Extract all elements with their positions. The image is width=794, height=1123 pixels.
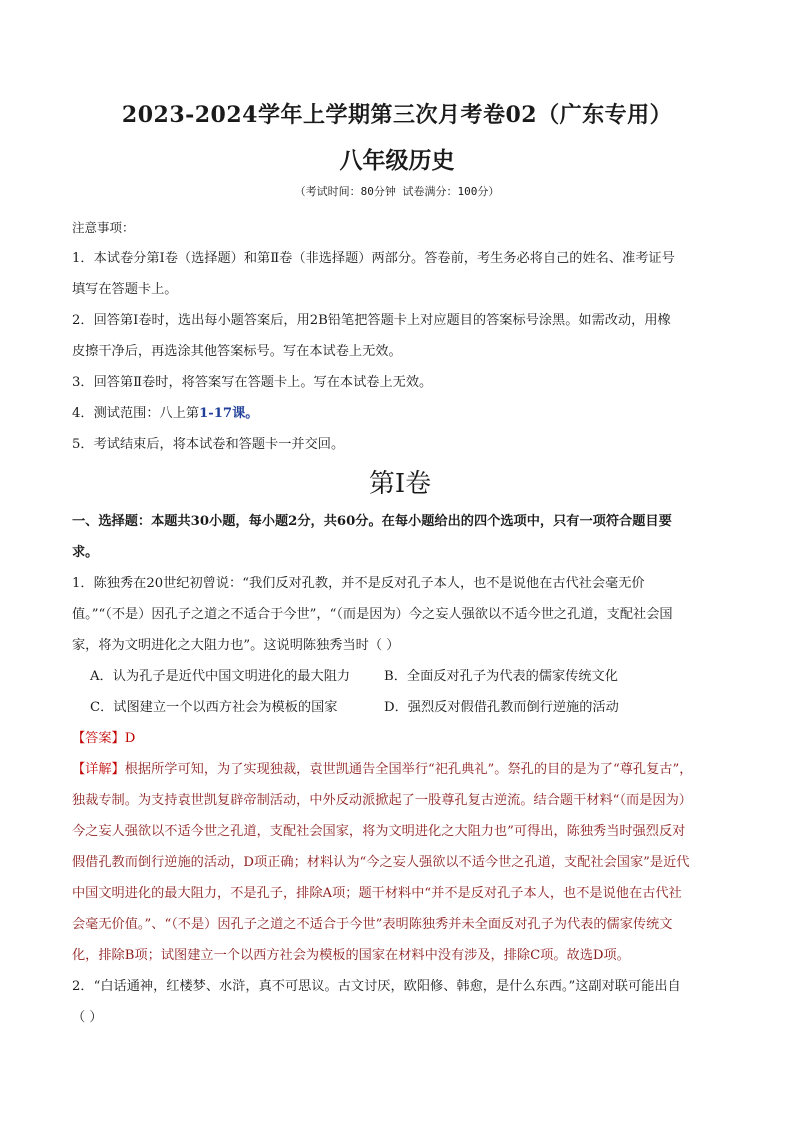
section-title: 第Ⅰ卷	[368, 469, 432, 499]
exam-subtitle: 八年级历史	[339, 147, 455, 174]
notice-item-2b: 皮擦干净后，再选涂其他答案标号。写在本试卷上无效。	[72, 344, 402, 359]
part-instruction-2: 求。	[72, 545, 99, 560]
option-a: A．认为孔子是近代中国文明进化的最大阻力	[90, 669, 351, 684]
exam-title: 2023-2024学年上学期第三次月考卷02（广东专用）	[121, 102, 673, 128]
exam-body	[72, 212, 728, 1033]
notice-heading: 注意事项：	[72, 220, 135, 235]
detail-line-6: 会毫无价值。”、“（不是）因孔子之道之不适合于今世”表明陈独秀并未全面反对孔子为代表的儒家传统文	[72, 917, 673, 932]
question-1-options-ab	[72, 661, 728, 692]
detail-line-2: 独裁专制。为支持袁世凯复辟帝制活动，中外反动派掀起了一股尊孔复古逆流。结合题干材料“（而是因为）	[72, 793, 692, 808]
option-c: C．试图建立一个以西方社会为模板的国家	[90, 700, 338, 715]
question-1-line-3: 家，将为文明进化之大阻力也”。这说明陈独秀当时（ ）	[72, 638, 400, 653]
question-1-options-cd	[72, 692, 728, 723]
notice-item-4-suffix: 课。	[232, 406, 259, 421]
question-1-line-2: 值。”“（不是）因孔子之道之不适合于今世”，“（而是因为）今之妄人强欲以不适今世之孔道，支配社会国	[72, 607, 673, 622]
detail-line-7: 化，排除B项；试图建立一个以西方社会为模板的国家在材料中没有涉及，排除C项。故选D项。	[72, 948, 630, 963]
exam-info: （考试时间：80分钟 试卷满分：100分）	[294, 185, 500, 198]
detail-label: 【详解】	[72, 762, 125, 777]
detail-text-1: 根据所学可知，为了实现独裁，袁世凯通告全国举行“祀孔典礼”。祭孔的目的是为了“尊孔复古”，	[124, 762, 693, 777]
notice-item-4-prefix: 4．测试范围：八上第	[72, 406, 200, 421]
detail-line-1	[72, 754, 728, 785]
notice-item-5: 5．考试结束后，将本试卷和答题卡一并交回。	[72, 437, 345, 452]
notice-item-4	[72, 398, 728, 429]
answer-label: 【答案】	[72, 731, 125, 746]
test-range: 1-17	[199, 406, 233, 421]
question-2-line-2: （ ）	[72, 1010, 103, 1025]
notice-item-1b: 填写在答题卡上。	[72, 282, 178, 297]
detail-line-3: 今之妄人强欲以不适今世之孔道，支配社会国家，将为文明进化之大阻力也”可得出，陈独秀当时强烈反对	[72, 824, 686, 839]
option-b: B．全面反对孔子为代表的儒家传统文化	[384, 669, 618, 684]
detail-line-5: 中国文明进化的最大阻力，不是孔子，排除A项；题干材料中“并不是反对孔子本人，也不是说他在古代社	[72, 886, 682, 901]
question-2-line-1: 2．“白话通神，红楼梦、水浒，真不可思议。古文讨厌，欧阳修、韩愈，是什么东西。”这副对联可能出自	[72, 979, 681, 994]
detail-line-4: 假借孔教而倒行逆施的活动，D项正确；材料认为“今之妄人强欲以不适今世之孔道，支配社会国家”是近代	[72, 855, 690, 870]
part-instruction-1: 一、选择题：本题共30小题，每小题2分，共60分。在每小题给出的四个选项中，只有一项符合题目要	[72, 514, 672, 529]
notice-item-1a: 1．本试卷分第Ⅰ卷（选择题）和第Ⅱ卷（非选择题）两部分。答卷前，考生务必将自己的姓名、准考证号	[72, 251, 675, 266]
notice-item-3: 3．回答第Ⅱ卷时，将答案写在答题卡上。写在本试卷上无效。	[72, 375, 433, 390]
question-1-line-1: 1．陈独秀在20世纪初曾说：“我们反对孔教，并不是反对孔子本人，也不是说他在古代社会毫无价	[72, 576, 645, 591]
answer-line	[72, 723, 728, 754]
answer-value: D	[124, 731, 136, 746]
notice-item-2a: 2．回答第Ⅰ卷时，选出每小题答案后，用2B铅笔把答题卡上对应题目的答案标号涂黑。如需改动，用橡	[72, 313, 671, 328]
option-d: D．强烈反对假借孔教而倒行逆施的活动	[384, 700, 619, 715]
